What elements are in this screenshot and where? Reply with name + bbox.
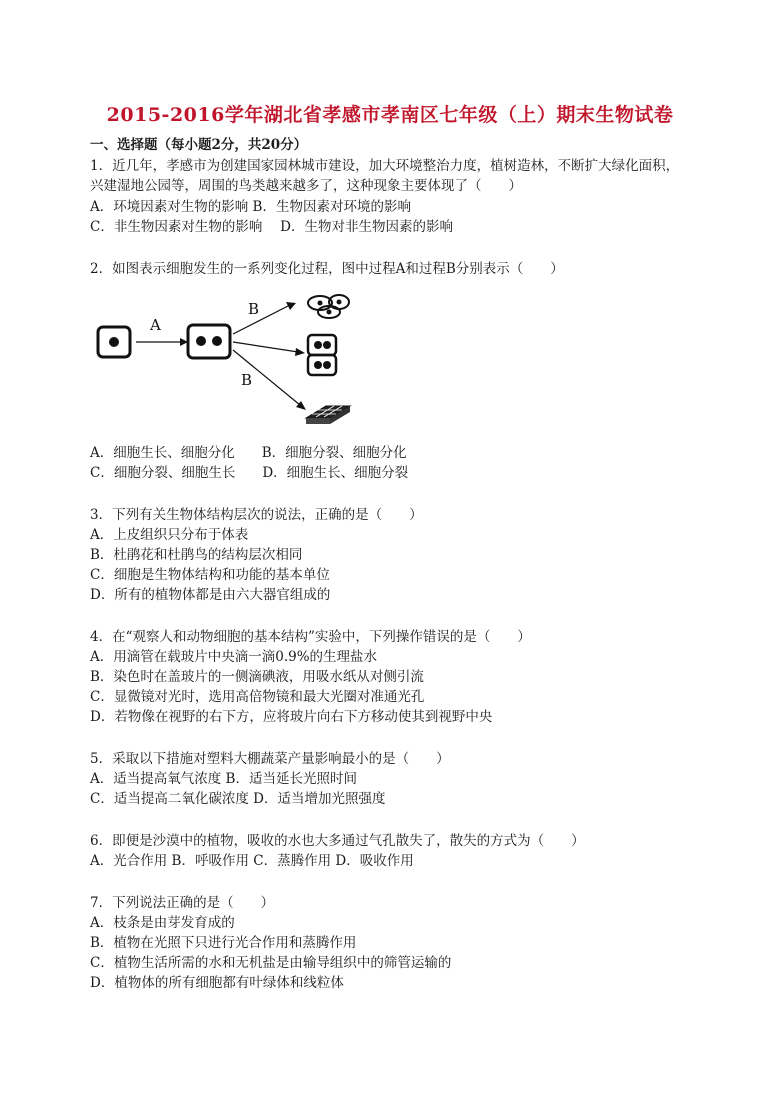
arrow-a — [136, 338, 188, 346]
q3-stem: 3．下列有关生物体结构层次的说法，正确的是（ ） — [90, 507, 423, 523]
q4-option-d: D．若物像在视野的右下方，应将玻片向右下方移动使其到视野中央 — [90, 709, 493, 725]
q5-stem: 5．采取以下措施对塑料大棚蔬菜产量影响最小的是（ ） — [90, 751, 450, 767]
q1-options-cd: C．非生物因素对生物的影响 D．生物对非生物因素的影响 — [90, 219, 453, 235]
q4-option-c: C．显微镜对光时，选用高倍物镜和最大光圈对准通光孔 — [90, 689, 425, 705]
dividing-cell — [188, 325, 230, 358]
cell-diagram-svg — [88, 290, 388, 435]
page-title: 2015-2016学年湖北省孝感市孝南区七年级（上）期末生物试卷 — [106, 104, 674, 126]
q7-option-d: D．植物体的所有细胞都有叶绿体和线粒体 — [90, 975, 344, 991]
single-cell — [98, 327, 130, 357]
q7-option-a: A．枝条是由芽发育成的 — [90, 915, 235, 931]
differentiated-round-cells — [308, 295, 349, 318]
q7-stem: 7．下列说法正确的是（ ） — [90, 895, 275, 911]
q4-stem: 4．在“观察人和动物细胞的基本结构”实验中，下列操作错误的是（ ） — [90, 629, 531, 645]
differentiated-tissue — [306, 406, 350, 424]
q6-stem: 6．即便是沙漠中的植物，吸收的水也大多通过气孔散失了，散失的方式为（ ） — [90, 833, 585, 849]
section-heading: 一、选择题（每小题2分，共20分） — [90, 137, 308, 153]
q1-stem-line2: 兴建湿地公园等，周围的鸟类越来越多了，这种现象主要体现了（ ） — [90, 178, 522, 194]
label-a: A — [150, 316, 161, 334]
q1-options-ab: A．环境因素对生物的影响 B．生物因素对环境的影响 — [90, 199, 411, 215]
q5-options-ab: A．适当提高氧气浓度 B．适当延长光照时间 — [90, 771, 357, 787]
arrow-b-top — [233, 302, 296, 334]
q7-option-c: C．植物生活所需的水和无机盐是由输导组织中的筛管运输的 — [90, 955, 452, 971]
cell-change-diagram — [88, 290, 388, 439]
label-b-bottom: B — [241, 371, 253, 389]
q6-options: A．光合作用 B．呼吸作用 C．蒸腾作用 D．吸收作用 — [90, 853, 414, 869]
q1-stem-line1: 1．近几年，孝感市为创建国家园林城市建设，加大环境整治力度，植树造林，不断扩大绿化面积， — [90, 158, 680, 174]
arrow-b-middle — [233, 342, 305, 356]
q4-option-a: A．用滴管在载玻片中央滴一滴0.9%的生理盐水 — [90, 649, 378, 665]
label-b-top: B — [248, 300, 260, 318]
q3-option-c: C．细胞是生物体结构和功能的基本单位 — [90, 567, 330, 583]
q3-option-b: B．杜鹃花和杜鹃鸟的结构层次相同 — [90, 547, 303, 563]
q2-options-ab: A．细胞生长、细胞分化 B．细胞分裂、细胞分化 — [90, 445, 407, 461]
q4-option-b: B．染色时在盖玻片的一侧滴碘液，用吸水纸从对侧引流 — [90, 669, 424, 685]
q5-options-cd: C．适当提高二氧化碳浓度 D．适当增加光照强度 — [90, 791, 386, 807]
q2-stem: 2．如图表示细胞发生的一系列变化过程，图中过程A和过程B分别表示（ ） — [90, 261, 564, 277]
q2-options-cd: C．细胞分裂、细胞生长 D．细胞生长、细胞分裂 — [90, 465, 409, 481]
q3-option-d: D．所有的植物体都是由六大器官组成的 — [90, 587, 331, 603]
differentiated-stacked-cells — [308, 335, 336, 375]
q7-option-b: B．植物在光照下只进行光合作用和蒸腾作用 — [90, 935, 357, 951]
q3-option-a: A．上皮组织只分布于体表 — [90, 527, 249, 543]
